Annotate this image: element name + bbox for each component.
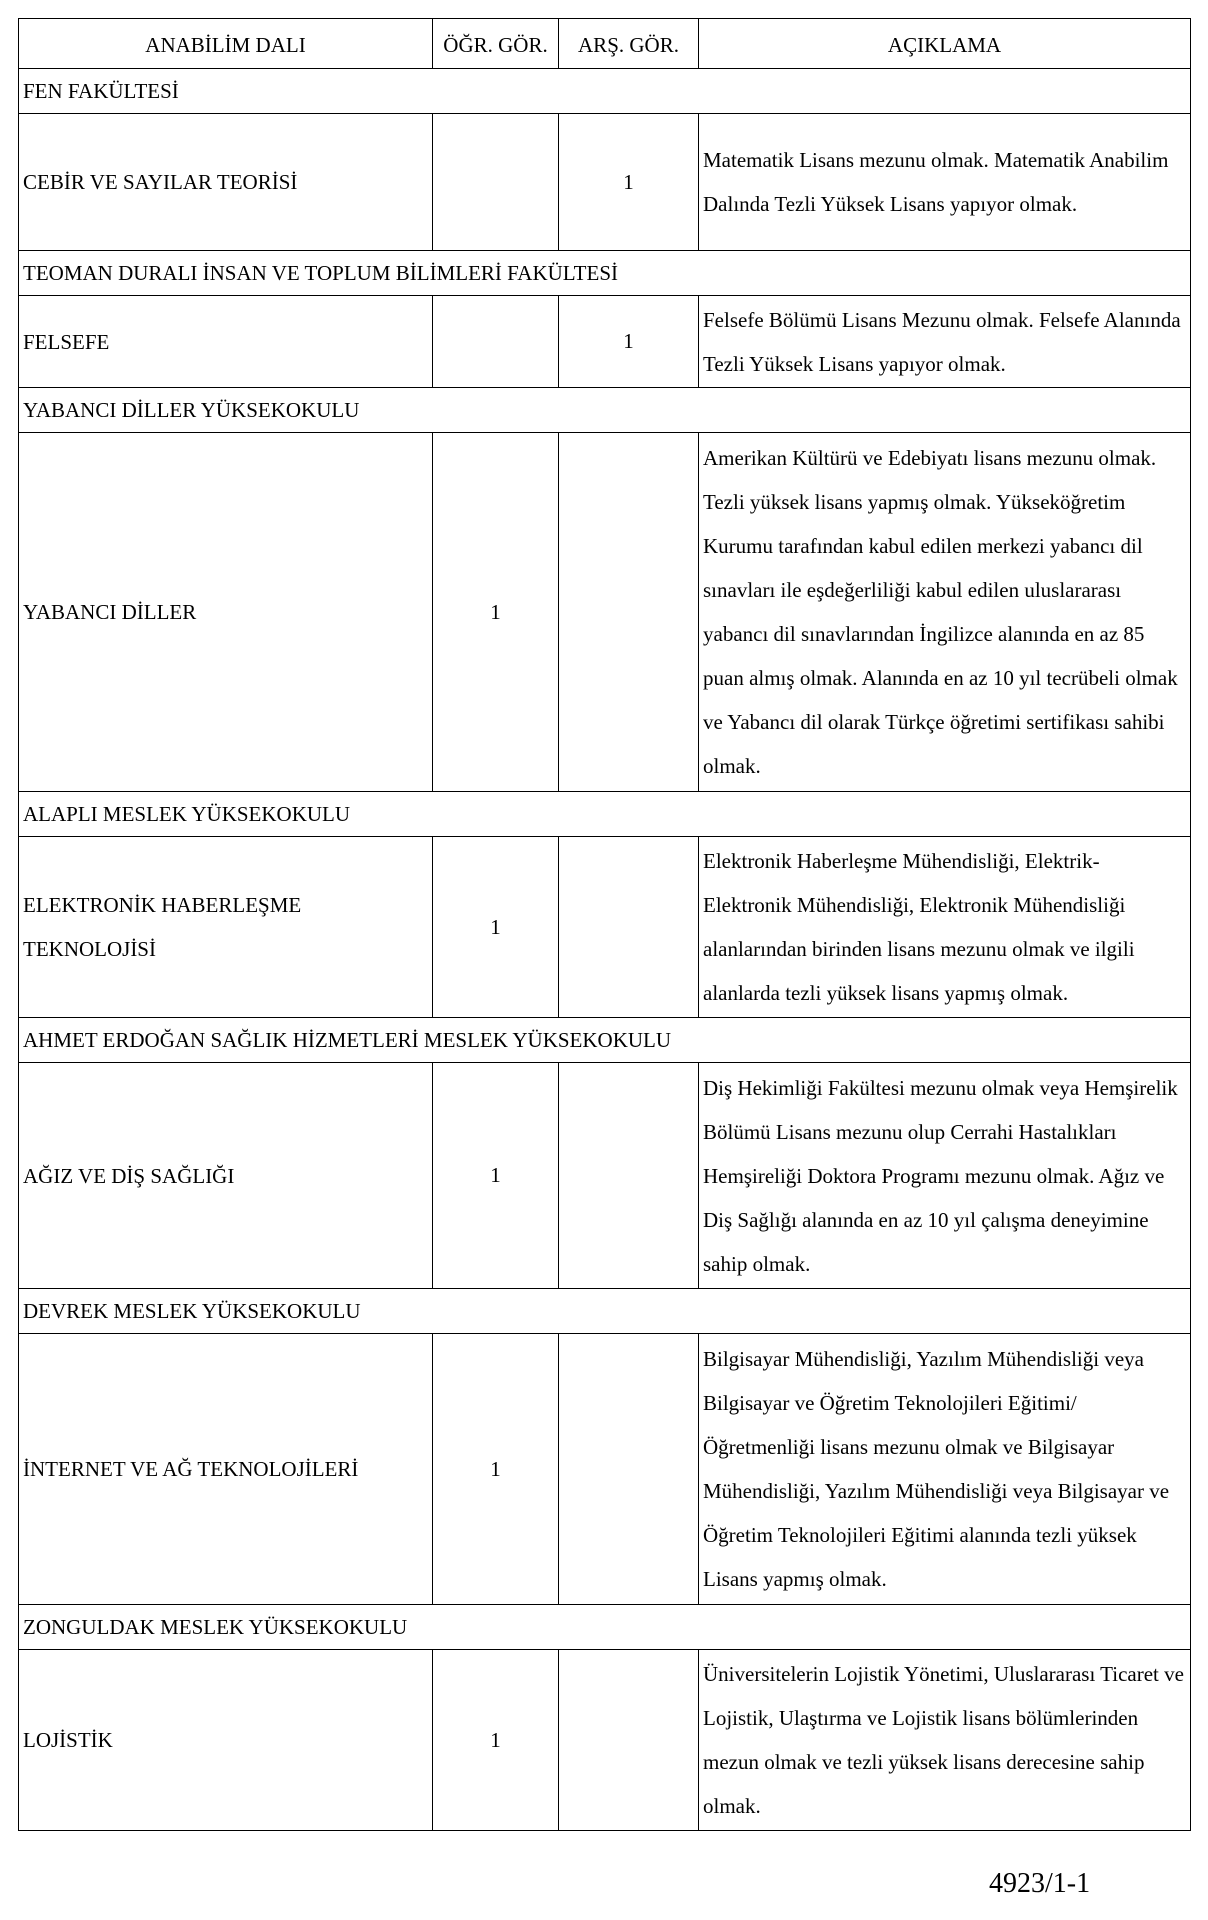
position-row	[19, 1650, 1191, 1831]
unit-row	[19, 69, 1191, 114]
position-row	[19, 1063, 1191, 1289]
research-assistant-count	[559, 1650, 699, 1831]
header-department: ANABİLİM DALI	[19, 19, 433, 69]
unit-row	[19, 388, 1191, 433]
research-assistant-count	[559, 433, 699, 792]
position-row	[19, 1334, 1191, 1605]
department-name: FELSEFE	[19, 296, 433, 388]
unit-name: DEVREK MESLEK YÜKSEKOKULU	[19, 1289, 1191, 1334]
position-description: Matematik Lisans mezunu olmak. Matematik Anabilim Dalında Tezli Yüksek Lisans yapıyor olmak.	[699, 114, 1191, 251]
page-number: 4923/1-1	[989, 1868, 1091, 1899]
department-name: ELEKTRONİK HABERLEŞME TEKNOLOJİSİ	[19, 837, 433, 1018]
unit-name: YABANCI DİLLER YÜKSEKOKULU	[19, 388, 1191, 433]
unit-row	[19, 1018, 1191, 1063]
unit-row	[19, 1289, 1191, 1334]
research-assistant-count: 1	[559, 114, 699, 251]
department-name: CEBİR VE SAYILAR TEORİSİ	[19, 114, 433, 251]
header-lecturer: ÖĞR. GÖR.	[433, 19, 559, 69]
table-header-row	[19, 19, 1191, 69]
header-description: AÇIKLAMA	[699, 19, 1191, 69]
position-description: Felsefe Bölümü Lisans Mezunu olmak. Felsefe Alanında Tezli Yüksek Lisans yapıyor olmak.	[699, 296, 1191, 388]
position-row	[19, 837, 1191, 1018]
lecturer-count: 1	[433, 433, 559, 792]
position-row	[19, 433, 1191, 792]
position-description: Elektronik Haberleşme Mühendisliği, Elektrik-Elektronik Mühendisliği, Elektronik Mühendisliği alanlarından birinden lisans mezunu olmak ve ilgili alanlarda tezli yüksek lisans yapmış olmak.	[699, 837, 1191, 1018]
research-assistant-count	[559, 1334, 699, 1605]
position-description: Amerikan Kültürü ve Edebiyatı lisans mezunu olmak. Tezli yüksek lisans yapmış olmak. Yükseköğretim Kurumu tarafından kabul edilen merkezi yabancı dil sınavları ile eşdeğerliliği kabul edilen uluslararası yabancı dil sınavlarından İngilizce alanında en az 85 puan almış olmak. Alanında en az 10 yıl tecrübeli olmak ve Yabancı dil olarak Türkçe öğretimi sertifikası sahibi olmak.	[699, 433, 1191, 792]
position-description: Üniversitelerin Lojistik Yönetimi, Uluslararası Ticaret ve Lojistik, Ulaştırma ve Lojistik lisans bölümlerinden mezun olmak ve tezli yüksek lisans derecesine sahip olmak.	[699, 1650, 1191, 1831]
position-row	[19, 296, 1191, 388]
unit-name: ALAPLI MESLEK YÜKSEKOKULU	[19, 792, 1191, 837]
department-name: AĞIZ VE DİŞ SAĞLIĞI	[19, 1063, 433, 1289]
research-assistant-count	[559, 1063, 699, 1289]
unit-name: FEN FAKÜLTESİ	[19, 69, 1191, 114]
unit-name: AHMET ERDOĞAN SAĞLIK HİZMETLERİ MESLEK YÜKSEKOKULU	[19, 1018, 1191, 1063]
lecturer-count	[433, 296, 559, 388]
unit-row	[19, 792, 1191, 837]
unit-row	[19, 1605, 1191, 1650]
lecturer-count: 1	[433, 837, 559, 1018]
position-row	[19, 114, 1191, 251]
header-research-assistant: ARŞ. GÖR.	[559, 19, 699, 69]
lecturer-count: 1	[433, 1650, 559, 1831]
positions-table	[18, 18, 1191, 1831]
unit-row	[19, 251, 1191, 296]
position-description: Bilgisayar Mühendisliği, Yazılım Mühendisliği veya Bilgisayar ve Öğretim Teknolojileri Eğitimi/Öğretmenliği lisans mezunu olmak ve Bilgisayar Mühendisliği, Yazılım Mühendisliği veya Bilgisayar ve Öğretim Teknolojileri Eğitimi alanında tezli yüksek Lisans yapmış olmak.	[699, 1334, 1191, 1605]
position-description: Diş Hekimliği Fakültesi mezunu olmak veya Hemşirelik Bölümü Lisans mezunu olup Cerrahi Hastalıkları Hemşireliği Doktora Programı mezunu olmak. Ağız ve Diş Sağlığı alanında en az 10 yıl çalışma deneyimine sahip olmak.	[699, 1063, 1191, 1289]
department-name: İNTERNET VE AĞ TEKNOLOJİLERİ	[19, 1334, 433, 1605]
lecturer-count: 1	[433, 1334, 559, 1605]
research-assistant-count: 1	[559, 296, 699, 388]
department-name: YABANCI DİLLER	[19, 433, 433, 792]
lecturer-count: 1	[433, 1063, 559, 1289]
unit-name: ZONGULDAK MESLEK YÜKSEKOKULU	[19, 1605, 1191, 1650]
lecturer-count	[433, 114, 559, 251]
research-assistant-count	[559, 837, 699, 1018]
unit-name: TEOMAN DURALI İNSAN VE TOPLUM BİLİMLERİ FAKÜLTESİ	[19, 251, 1191, 296]
department-name: LOJİSTİK	[19, 1650, 433, 1831]
